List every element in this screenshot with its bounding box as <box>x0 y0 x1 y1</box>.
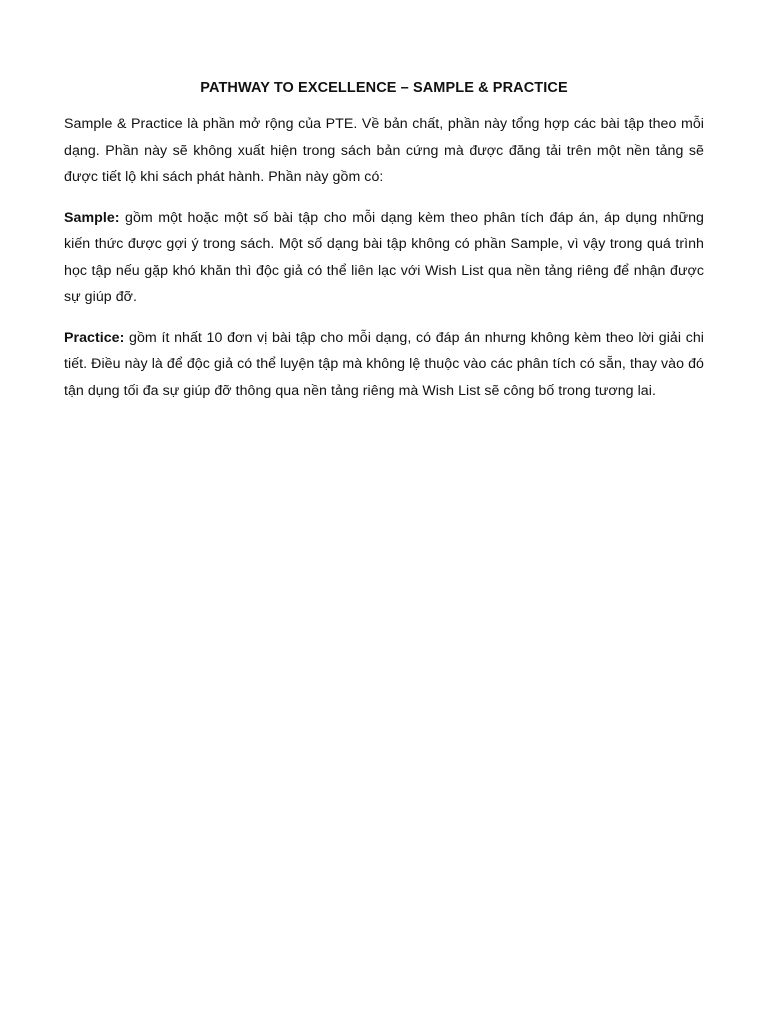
page-title: PATHWAY TO EXCELLENCE – SAMPLE & PRACTICE <box>200 80 568 96</box>
practice-description: gồm ít nhất 10 đơn vị bài tập cho mỗi dạng, có đáp án nhưng không kèm theo lời giải chi tiết. Điều này là để độc giả có thể luyện tập mà không lệ thuộc vào các phân tích có sẵn, thay vào đó tận dụng tối đa sự giúp đỡ thông qua nền tảng riêng mà Wish List sẽ công bố trong tương lai. <box>64 329 704 399</box>
intro-paragraph <box>64 111 704 191</box>
sample-paragraph <box>64 205 704 311</box>
practice-paragraph <box>64 325 704 405</box>
practice-term: Practice: <box>64 329 125 346</box>
document-body <box>64 78 704 418</box>
sample-description: gồm một hoặc một số bài tập cho mỗi dạng kèm theo phân tích đáp án, áp dụng những kiến thức được gợi ý trong sách. Một số dạng bài tập không có phần Sample, vì vậy trong quá trình học tập nếu gặp khó khăn thì độc giả có thể liên lạc với Wish List qua nền tảng riêng để nhận được sự giúp đỡ. <box>64 209 704 305</box>
sample-term: Sample: <box>64 209 120 226</box>
intro-paragraph-text: Sample & Practice là phần mở rộng của PTE. Về bản chất, phần này tổng hợp các bài tập theo mỗi dạng. Phần này sẽ không xuất hiện trong sách bản cứng mà được đăng tải trên một nền tảng sẽ được tiết lộ khi sách phát hành. Phần này gồm có: <box>64 116 704 185</box>
